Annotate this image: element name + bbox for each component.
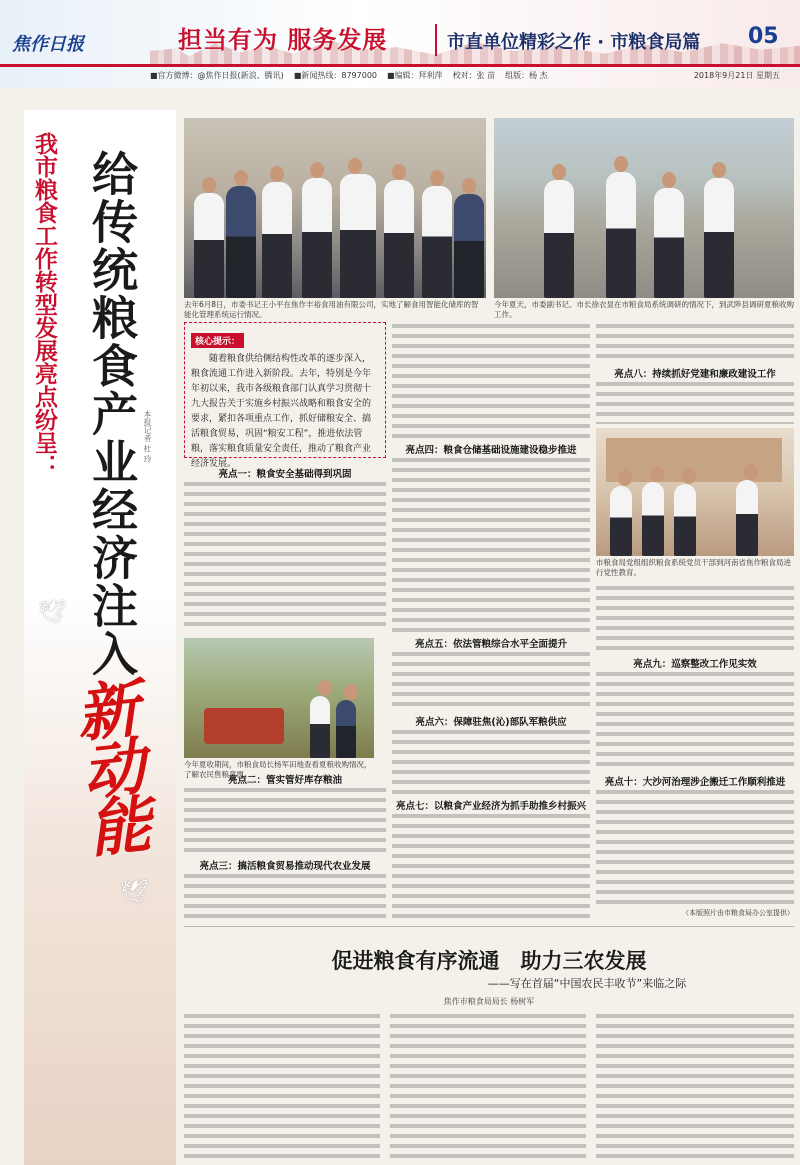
- core-summary-text: 随着粮食供给侧结构性改革的逐步深入，粮食流通工作进入新阶段。去年，特别是今年年初以来，我市各级粮食部门认真学习贯彻十九大报告关于实施乡村振兴战略和粮食安全的要求，紧扣各项重点工作，抓好储粮安全、搞活粮食贸易，巩固“粮安工程”，推进依法管粮，落实粮食质量安全责任，推动了粮食产业经济发展。: [191, 354, 372, 469]
- photo-person: [226, 186, 256, 298]
- photo-harvest-field: [184, 638, 374, 758]
- photo-person: [422, 186, 452, 298]
- photo-caption: 市粮食局党组组织粮食系统党员干部到河南省焦作粮食局进行党性教育。: [596, 558, 791, 577]
- photo-person: [654, 188, 684, 298]
- article-text-column: [392, 812, 590, 922]
- info-hotline: ■新闻热线：8797000: [293, 71, 377, 80]
- photo-person: [642, 482, 664, 556]
- article-text-column: [392, 728, 590, 794]
- photo-person: [610, 486, 632, 556]
- photo-person: [454, 194, 484, 298]
- subhead-highlight-7: 亮点七：以粮食产业经济为抓手助推乡村振兴: [395, 801, 586, 812]
- article-text-column: [392, 322, 590, 438]
- photo-person: [704, 178, 734, 298]
- dove-icon: 🕊: [120, 880, 148, 905]
- photo-person: [544, 180, 574, 298]
- subhead-highlight-10: 亮点十：大沙河治理涉企搬迁工作顺利推进: [604, 777, 786, 788]
- article-text-column: [390, 1012, 586, 1162]
- photo-person: [606, 172, 636, 298]
- main-headline: 给传统粮食产业经济注入: [85, 150, 139, 678]
- info-editor: ■编辑：拜利萍: [387, 71, 443, 80]
- masthead-info-line: [150, 70, 780, 81]
- headline-kicker: 我市粮食工作转型发展亮点纷呈：: [31, 132, 58, 477]
- article2-title: 促进粮食有序流通 助力三农发展: [331, 948, 647, 973]
- photo-person: [310, 696, 330, 758]
- article-text-column: [596, 322, 794, 362]
- article2-byline: 焦作市粮食局局长 杨树军: [443, 997, 535, 1006]
- photo-caption: 去年6月8日，市委书记王小平在焦作丰裕食用油有限公司，实地了解食用智能化储库的智能化管理系统运行情况。: [184, 300, 479, 319]
- harvester-shape: [204, 708, 284, 744]
- photo-person: [302, 178, 332, 298]
- photo-person: [384, 180, 414, 298]
- issue-date: 2018年9月21日 星期五: [693, 71, 780, 80]
- reporter-byline: 本报记者 杜 玲: [143, 410, 152, 464]
- info-proofreader: 校对：张 苗: [452, 71, 496, 80]
- photo-caption: 今年夏天，市委副书记、市长徐衣显在市粮食局系统调研的情况下，到武陟县调研夏粮收购工作。: [494, 300, 794, 319]
- info-layout: 组版：杨 杰: [505, 71, 548, 80]
- core-summary-label: 核心提示：: [191, 333, 244, 348]
- photo-person: [736, 480, 758, 556]
- photo-caption: 今年夏收期间，市粮食局长杨军田地查看夏粮收购情况，了解农民售粮意愿。: [184, 760, 372, 779]
- masthead-slogan: 担当有为 服务发展: [178, 25, 388, 54]
- subhead-highlight-2: 亮点二：管实管好库存粮油: [227, 775, 342, 786]
- brush-headline: 新动能: [63, 675, 154, 856]
- article-text-column: [184, 1012, 380, 1162]
- dove-icon: 🕊: [38, 600, 66, 625]
- article-text-column: [596, 584, 794, 652]
- masthead-rule: [0, 64, 800, 67]
- article-text-column: [392, 456, 590, 632]
- article-text-column: [184, 872, 386, 922]
- article-text-column: [596, 670, 794, 770]
- article-text-column: [184, 480, 386, 632]
- subhead-highlight-6: 亮点六：保障驻焦(沁)部队军粮供应: [415, 717, 567, 728]
- info-weibo: ■官方微博：@焦作日报(新浪、腾讯): [150, 71, 284, 80]
- section-title: 市直单位精彩之作 · 市粮食局篇: [447, 32, 701, 53]
- subhead-highlight-9: 亮点九：巡察整改工作见实效: [633, 659, 757, 670]
- article-text-column: [184, 786, 386, 856]
- photo-person: [340, 174, 376, 298]
- article-text-column: [596, 788, 794, 904]
- photo-credit: （本版照片由市粮食局办公室提供）: [682, 909, 794, 917]
- subhead-highlight-1: 亮点一：粮食安全基础得到巩固: [218, 469, 352, 480]
- article-text-column: [392, 650, 590, 710]
- photo-person: [336, 700, 356, 758]
- masthead-divider: [435, 24, 437, 56]
- photo-party-education: [596, 428, 794, 556]
- photo-granary-inspection: [494, 118, 794, 298]
- subhead-highlight-8: 亮点八：持续抓好党建和廉政建设工作: [614, 369, 776, 380]
- article-text-column: [596, 380, 794, 424]
- page-number: 05: [748, 24, 779, 49]
- subhead-highlight-3: 亮点三：搞活粮食贸易推动现代农业发展: [199, 861, 371, 872]
- subhead-highlight-5: 亮点五：依法管粮综合水平全面提升: [414, 639, 567, 650]
- photo-person: [262, 182, 292, 298]
- newspaper-logo: 焦作日报: [12, 34, 84, 55]
- photo-person: [194, 193, 224, 298]
- core-summary-box: [184, 322, 386, 469]
- article2-subtitle: ——写在首届“中国农民丰收节”来临之际: [487, 977, 687, 990]
- subhead-highlight-4: 亮点四：粮食仓储基础设施建设稳步推进: [405, 445, 577, 456]
- photo-official-visit: [184, 118, 486, 298]
- article-divider: [184, 926, 794, 927]
- article-text-column: [596, 1012, 794, 1162]
- photo-person: [674, 484, 696, 556]
